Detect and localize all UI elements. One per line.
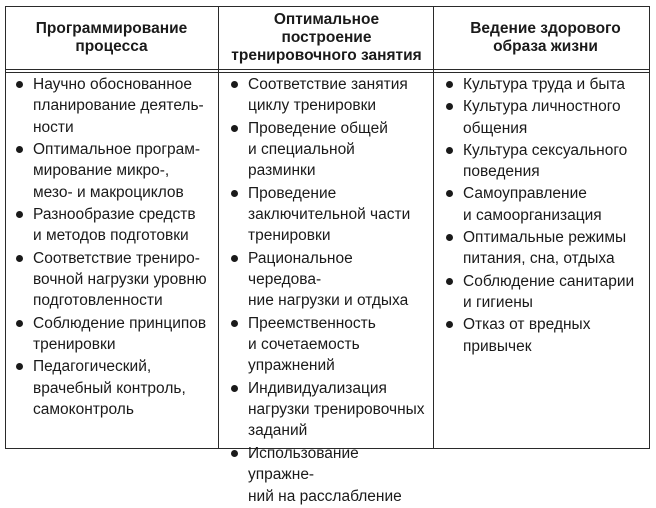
bullet-icon (231, 81, 238, 88)
list-item: Культура сексуального поведения (463, 140, 645, 183)
list-item: Научно обоснованное планирование деятель- ности (33, 74, 211, 138)
list-item: Педагогический, врачебный контроль, самоконтроль (33, 356, 211, 420)
bullet-icon (231, 320, 238, 327)
bullet-icon (231, 190, 238, 197)
bullet-icon (446, 278, 453, 285)
list-item: Соответствие трениро- вочной нагрузки уровню подготовленности (33, 248, 211, 312)
bullet-icon (446, 81, 453, 88)
column-header: Программирование процесса (35, 20, 188, 55)
list-item: Самоуправление и самоорганизация (463, 183, 645, 226)
column-healthy-lifestyle (436, 7, 651, 448)
list-item: Индивидуализация нагрузки тренировочных заданий (248, 378, 426, 442)
bullet-icon (16, 363, 23, 370)
column-divider (433, 7, 434, 448)
list-item: Преемственность и сочетаемость упражнений (248, 313, 426, 377)
list-item: Разнообразие средств и методов подготовки (33, 204, 211, 247)
list-item: Отказ от вредных привычек (463, 314, 645, 357)
item-list (436, 74, 651, 358)
list-item: Использование упражне- ний на расслабление (248, 443, 426, 507)
list-item: Соблюдение принципов тренировки (33, 313, 211, 356)
bullet-icon (446, 234, 453, 241)
list-item: Культура труда и быта (463, 74, 645, 95)
list-item: Соответствие занятия циклу тренировки (248, 74, 426, 117)
column-header: Оптимальное построение тренировочного занятия (231, 11, 422, 64)
column-header: Ведение здорового образа жизни (470, 20, 621, 55)
bullet-icon (231, 125, 238, 132)
bullet-icon (16, 211, 23, 218)
list-item: Проведение заключительной части тренировки (248, 183, 426, 247)
column-divider (218, 7, 219, 448)
list-item: Рациональное чередова- ние нагрузки и отдыха (248, 248, 426, 312)
bullet-icon (16, 81, 23, 88)
bullet-icon (16, 255, 23, 262)
item-list (221, 74, 432, 508)
list-item: Оптимальные режимы питания, сна, отдыха (463, 227, 645, 270)
bullet-icon (446, 190, 453, 197)
bullet-icon (446, 147, 453, 154)
list-item: Соблюдение санитарии и гигиены (463, 271, 645, 314)
list-item: Проведение общей и специальной разминки (248, 118, 426, 182)
bullet-icon (231, 255, 238, 262)
column-programming (6, 7, 217, 448)
item-list (6, 74, 217, 421)
bullet-icon (446, 103, 453, 110)
list-item: Культура личностного общения (463, 96, 645, 139)
column-training-session (221, 7, 432, 505)
bullet-icon (16, 320, 23, 327)
bullet-icon (446, 321, 453, 328)
comparison-table (5, 6, 650, 505)
bullet-icon (16, 146, 23, 153)
bullet-icon (231, 385, 238, 392)
list-item: Оптимальное програм- мирование микро-, мезо- и макроциклов (33, 139, 211, 203)
